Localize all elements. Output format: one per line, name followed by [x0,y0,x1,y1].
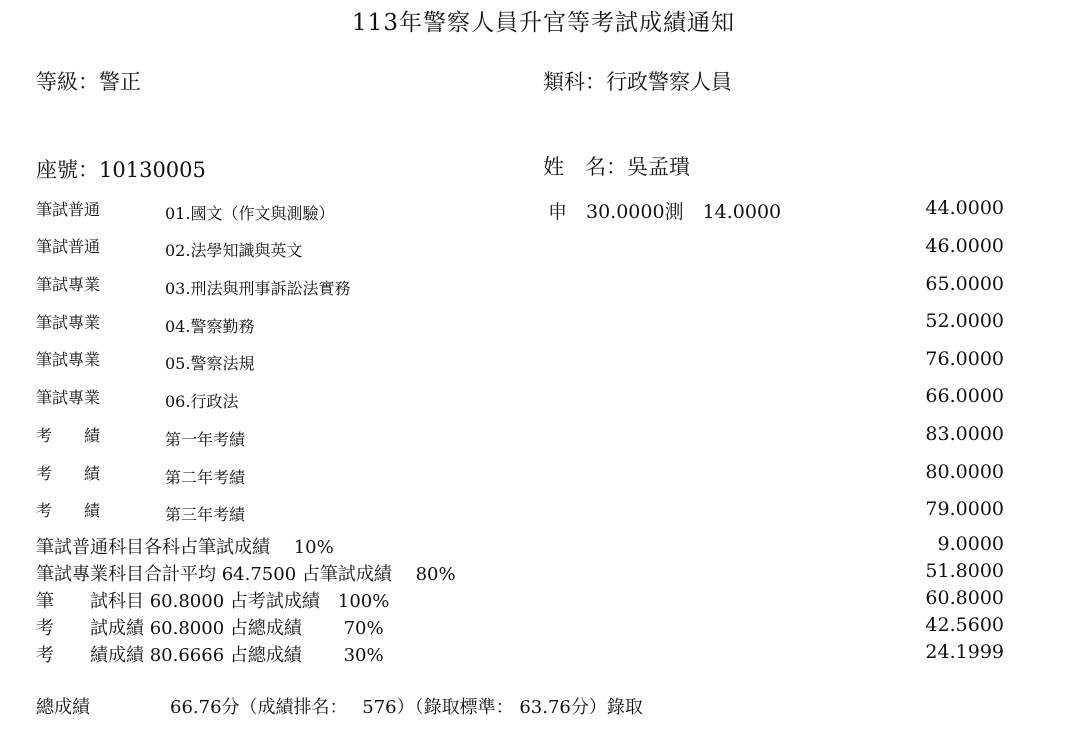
row-subject: 第三年考績 [165,505,246,524]
row-type: 筆試專業 [36,275,101,294]
row-type: 筆試普通 [36,200,101,219]
summary-label: 考 績成績 80.6666 占總成績 30% [36,645,384,666]
summary-label: 考 試成績 60.8000 占總成績 70% [36,618,384,639]
row-score: 52.0000 [925,310,1004,332]
row-type: 筆試專業 [36,388,101,407]
row-type: 考 績 [36,501,101,520]
row-type: 筆試專業 [36,313,101,332]
row-subject: 第一年考績 [165,430,246,449]
grade-label: 等級：警正 [36,70,141,94]
row-score: 65.0000 [925,273,1004,295]
summary-label: 筆 試科目 60.8000 占考試成績 100% [36,591,390,612]
summary-score: 42.5600 [925,614,1004,636]
total-label: 總成績 [36,697,90,718]
summary-score: 9.0000 [937,533,1004,555]
summary-score: 24.1999 [925,641,1004,663]
row-score: 80.0000 [925,461,1004,483]
summary-score: 51.8000 [925,560,1004,582]
row-score: 83.0000 [925,423,1004,445]
row-extra: 申 30.0000測 14.0000 [548,201,782,223]
row-subject: 04.警察勤務 [165,317,255,336]
row-score: 46.0000 [925,235,1004,257]
row-type: 筆試普通 [36,237,101,256]
row-subject: 第二年考績 [165,468,246,487]
row-subject: 03.刑法與刑事訴訟法實務 [165,279,351,298]
row-score: 79.0000 [925,498,1004,520]
row-score: 76.0000 [925,348,1004,370]
row-type: 考 績 [36,464,101,483]
row-subject: 01.國文（作文與測驗） [165,204,335,223]
row-score: 66.0000 [925,385,1004,407]
row-subject: 06.行政法 [165,392,239,411]
summary-score: 60.8000 [925,587,1004,609]
total-result: 66.76分（成績排名： 576）（錄取標準： 63.76分）錄取 [170,697,643,718]
row-type: 筆試專業 [36,350,101,369]
summary-label: 筆試普通科目各科占筆試成績 10% [36,537,334,558]
row-score: 44.0000 [925,197,1004,219]
seat-number: 座號：10130005 [36,158,206,182]
summary-label: 筆試專業科目合計平均 64.7500 占筆試成績 80% [36,564,456,585]
candidate-name: 姓 名：吳孟璝 [543,155,690,179]
document-title: 113年警察人員升官等考試成績通知 [352,10,735,36]
category-label: 類科：行政警察人員 [543,70,732,94]
row-type: 考 績 [36,426,101,445]
row-subject: 02.法學知識與英文 [165,241,303,260]
row-subject: 05.警察法規 [165,354,255,373]
